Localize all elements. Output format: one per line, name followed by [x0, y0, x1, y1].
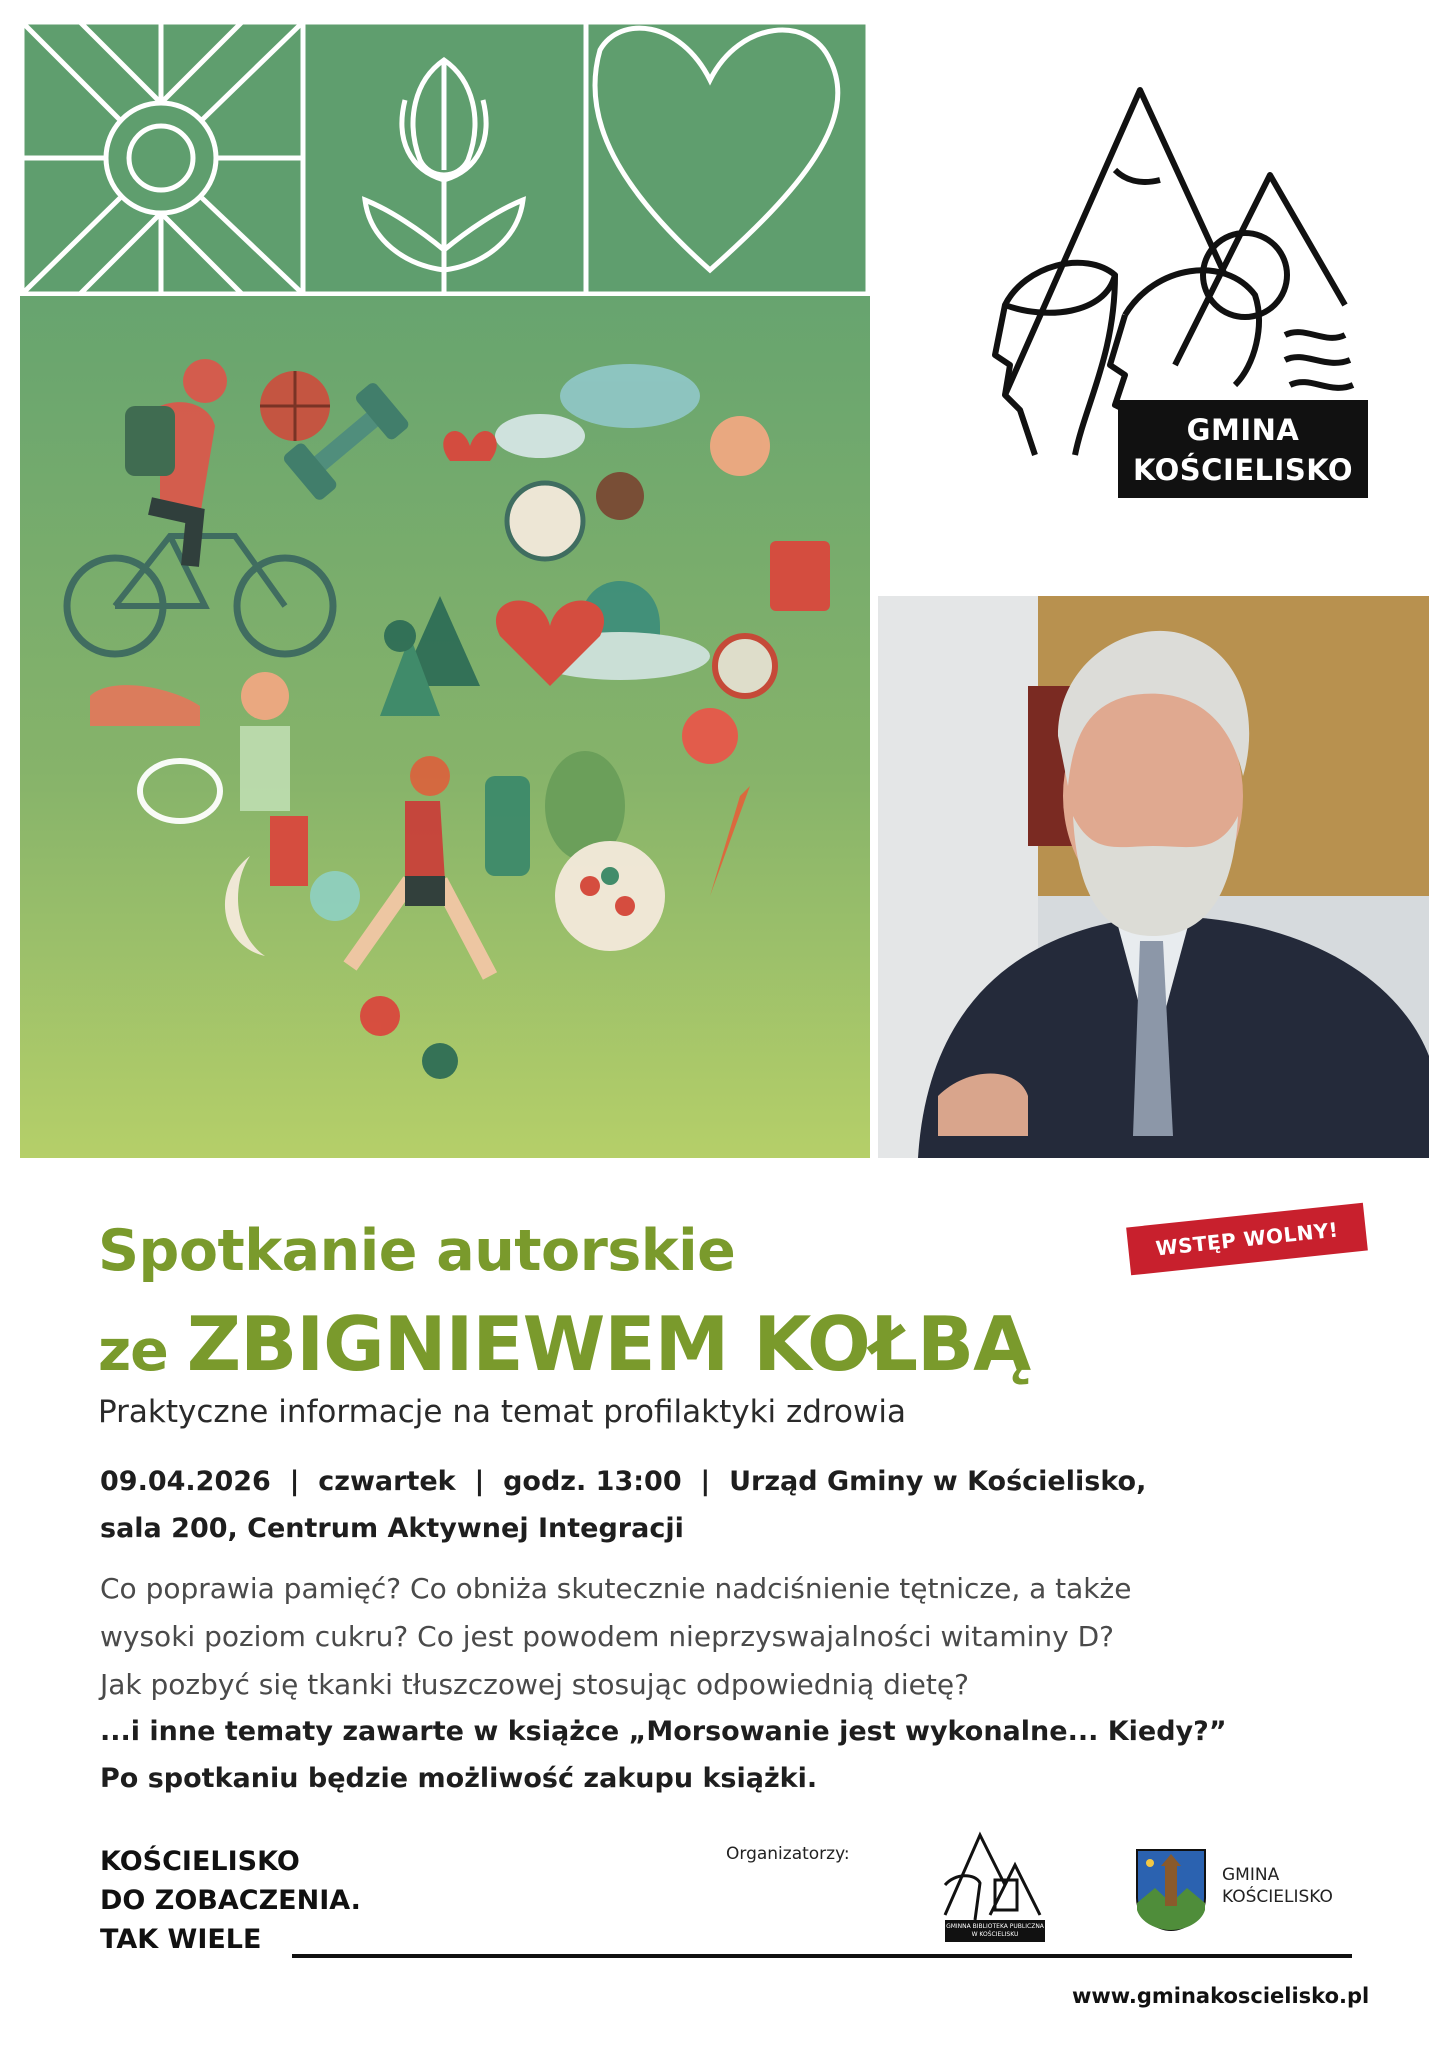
gmina-logo-label [1118, 400, 1368, 498]
author-portrait-image [878, 596, 1429, 1158]
event-details-line-1: 09.04.2026 | czwartek | godz. 13:00 | Urząd Gminy w Kościelisko, [100, 1466, 1147, 1497]
coat-of-arms-icon [1135, 1848, 1207, 1932]
pattern-tiles [20, 20, 870, 296]
description-line-2: wysoki poziom cukru? Co jest powodem nieprzyswajalności witaminy D? [100, 1620, 1115, 1653]
free-entry-badge: WSTĘP WOLNY! [1126, 1203, 1368, 1276]
slogan-line-3: TAK WIELE [100, 1924, 262, 1955]
event-details-line-2: sala 200, Centrum Aktywnej Integracji [100, 1513, 684, 1544]
heading-line-2 [98, 1300, 1030, 1388]
organizers-label: Organizatorzy: [726, 1844, 850, 1864]
heading-line-1: Spotkanie autorskie [98, 1218, 736, 1284]
description-bold-line-2: Po spotkaniu będzie możliwość zakupu książki. [100, 1763, 818, 1794]
slogan-line-1: KOŚCIELISKO [100, 1846, 300, 1877]
description-bold-line-1: ...i inne tematy zawarte w książce „Morsowanie jest wykonalne... Kiedy?” [100, 1716, 1227, 1747]
website-link[interactable]: www.gminakoscielisko.pl [1072, 1984, 1370, 2008]
gmina-small-line-2: KOŚCIELISKO [1222, 1887, 1333, 1907]
logo-line-koscielisko: KOŚCIELISKO [1132, 453, 1354, 487]
author-photo [878, 596, 1429, 1158]
heading-prefix: ze [98, 1318, 187, 1384]
description-line-3: Jak pozbyć się tkanki tłuszczowej stosując odpowiednią dietę? [100, 1668, 969, 1701]
gmina-small-line-1: GMINA [1222, 1865, 1280, 1885]
gmina-small-label [1222, 1864, 1333, 1908]
footer-rule [292, 1954, 1352, 1958]
health-heart-illustration [20, 296, 870, 1158]
gmina-crest [1135, 1848, 1207, 1932]
library-logo-caption: GMINNA BIBLIOTEKA PUBLICZNA W KOŚCIELISKU [945, 1920, 1045, 1942]
heart-of-health-icons [20, 296, 870, 1158]
slogan-line-2: DO ZOBACZENIA. [100, 1885, 361, 1916]
logo-line-gmina: GMINA [1186, 413, 1300, 447]
author-name: ZBIGNIEWEM KOŁBĄ [186, 1300, 1031, 1388]
sun-tulip-heart-pattern [20, 20, 870, 296]
subtitle: Praktyczne informacje na temat profilaktyki zdrowia [98, 1394, 906, 1430]
description-line-1: Co poprawia pamięć? Co obniża skutecznie nadciśnienie tętnicze, a także [100, 1572, 1132, 1605]
